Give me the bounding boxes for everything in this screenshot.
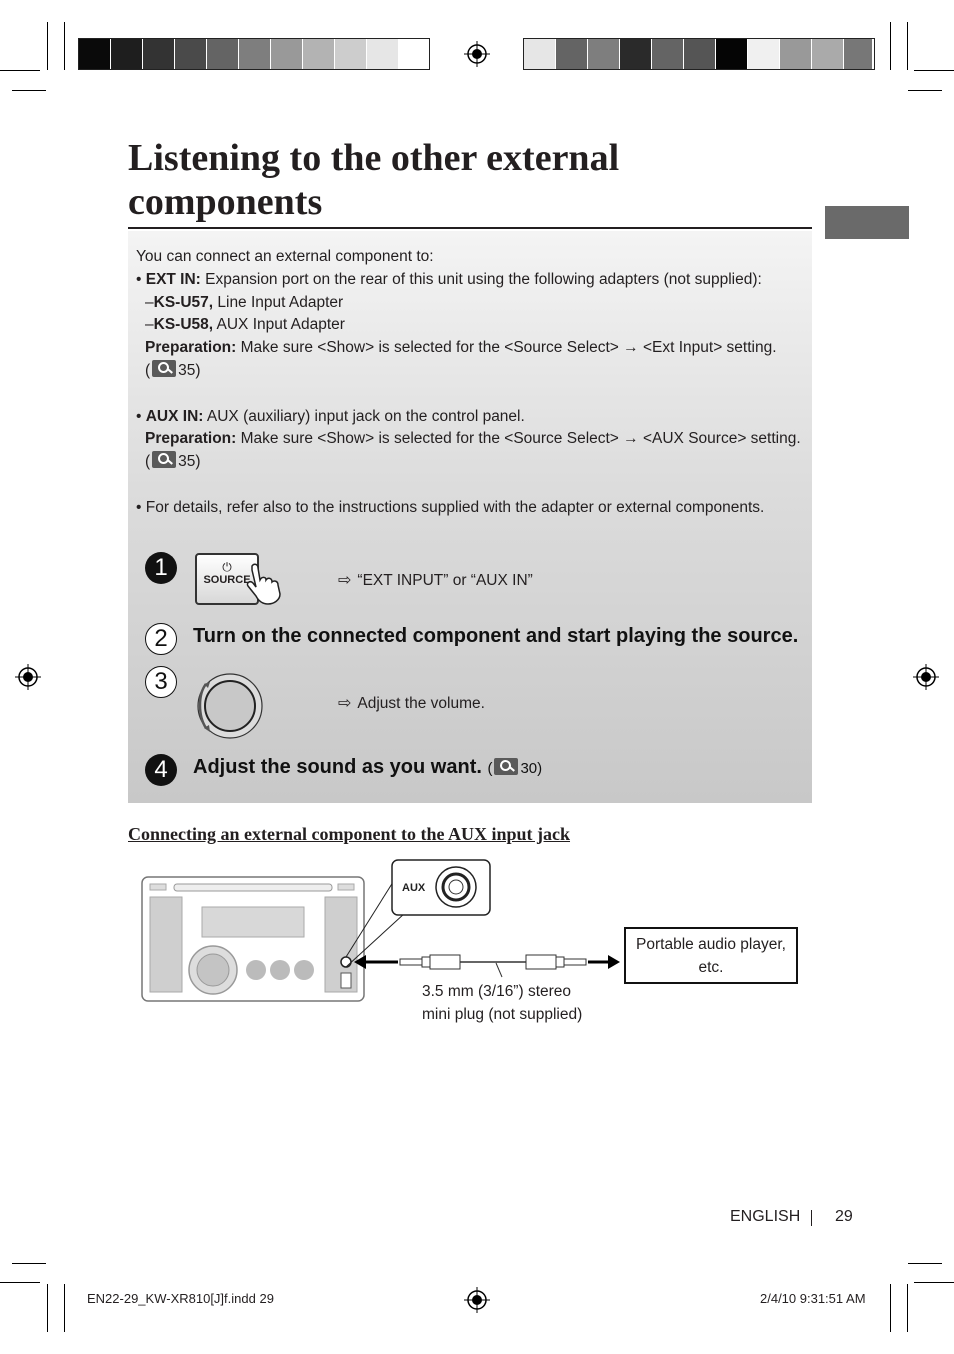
plug-label <box>422 980 582 1026</box>
registration-mark-left-icon <box>15 664 41 690</box>
slug-timestamp: 2/4/10 9:31:51 AM <box>760 1291 866 1306</box>
step-4-ref: ( 30) <box>487 760 543 777</box>
preparation-1 <box>136 337 806 360</box>
step-4-ref-page: 30) <box>520 760 543 777</box>
preparation-1-ref: ( 35) <box>145 361 201 379</box>
color-bar-left <box>78 38 430 70</box>
color-bar-right <box>523 38 875 70</box>
adapter-1: –KS-U57, Line Input Adapter <box>145 293 344 311</box>
ext-in-item: • EXT IN: Expansion port on the rear of this unit using the following adapters (not supplied): <box>136 270 762 288</box>
adapter-1-model: KS-U57, <box>153 293 214 311</box>
portable-player-label-line1: Portable audio player, <box>636 936 786 953</box>
step-4-text <box>193 756 542 779</box>
preparation-1-label: Preparation: <box>145 339 237 357</box>
preparation-1-ref-page: 35) <box>178 361 201 379</box>
adapter-2: –KS-U58, AUX Input Adapter <box>145 316 345 334</box>
section-tab-marker <box>825 206 909 239</box>
plug-label-line2: mini plug (not supplied) <box>422 1006 583 1023</box>
step-1-result-text: “EXT INPUT” or “AUX IN” <box>357 572 533 589</box>
step-4-label: Adjust the sound as you want. <box>193 756 482 778</box>
intro-lead: You can connect an external component to: <box>136 248 434 265</box>
intro-text <box>136 246 806 520</box>
step-1-result <box>338 570 533 590</box>
diagram-subtitle: Connecting an external component to the AUX input jack <box>128 824 571 844</box>
aux-jack-callout <box>392 860 490 915</box>
registration-mark-bottom-icon <box>464 1287 490 1313</box>
step-2-number: 2 <box>145 623 177 655</box>
result-arrow-icon: ⇨ <box>338 695 352 712</box>
magnifier-icon <box>494 758 518 775</box>
preparation-2-text: Make sure <Show> is selected for the <Source Select> → <AUX Source> setting. <box>240 430 801 448</box>
magnifier-icon <box>152 360 176 377</box>
registration-mark-top-icon <box>464 41 490 67</box>
step-4-number: 4 <box>145 754 177 786</box>
magnifier-icon <box>152 451 176 468</box>
details-note: • For details, refer also to the instructions supplied with the adapter or external components. <box>136 498 765 516</box>
details-note-text: For details, refer also to the instructions supplied with the adapter or external components. <box>145 498 765 516</box>
registration-mark-right-icon <box>913 664 939 690</box>
slug-file: EN22-29_KW-XR810[J]f.indd 29 <box>87 1291 274 1306</box>
preparation-2 <box>136 428 806 451</box>
adapter-2-name: AUX Input Adapter <box>216 316 345 334</box>
stereo-cable-icon <box>354 955 620 977</box>
title-rule <box>128 227 812 229</box>
plug-label-line1: 3.5 mm (3/16”) stereo <box>422 983 572 1000</box>
step-1-number: 1 <box>145 552 177 584</box>
footer-language: ENGLISH <box>730 1208 801 1225</box>
pressing-hand-icon <box>244 560 290 606</box>
step-2-text: Turn on the connected component and start playing the source. <box>193 625 799 647</box>
preparation-1-text: Make sure <Show> is selected for the <Source Select> → <Ext Input> setting. <box>240 339 777 357</box>
aux-in-item: • AUX IN: AUX (auxiliary) input jack on the control panel. <box>136 407 525 425</box>
page-number: 29 <box>835 1208 853 1225</box>
preparation-2-ref: ( 35) <box>145 453 201 471</box>
car-stereo-unit-icon <box>142 877 364 1001</box>
step-3-number: 3 <box>145 666 177 698</box>
ext-in-text: Expansion port on the rear of this unit using the following adapters (not supplied): <box>205 270 762 288</box>
result-arrow-icon: ⇨ <box>338 572 352 589</box>
portable-player-label-line2: etc. <box>698 959 724 976</box>
page-title-line2: components <box>128 181 323 223</box>
ext-in-label: EXT IN: <box>145 270 201 288</box>
aux-in-text: AUX (auxiliary) input jack on the control panel. <box>206 407 525 425</box>
aux-label: AUX <box>402 882 426 894</box>
portable-player-label <box>624 927 798 984</box>
volume-knob-icon <box>192 670 266 740</box>
step-3-result <box>338 693 485 713</box>
step-3-result-text: Adjust the volume. <box>357 695 485 712</box>
source-button-label: SOURCE <box>203 574 251 586</box>
adapter-1-name: Line Input Adapter <box>217 293 344 311</box>
adapter-2-model: KS-U58, <box>153 316 214 334</box>
aux-in-label: AUX IN: <box>145 407 204 425</box>
preparation-2-label: Preparation: <box>145 430 237 448</box>
power-icon: ⏻ <box>222 560 232 574</box>
footer-separator <box>811 1210 812 1226</box>
page-title-line1: Listening to the other external <box>128 137 620 179</box>
page-title <box>128 136 812 224</box>
preparation-2-ref-page: 35) <box>178 453 201 471</box>
